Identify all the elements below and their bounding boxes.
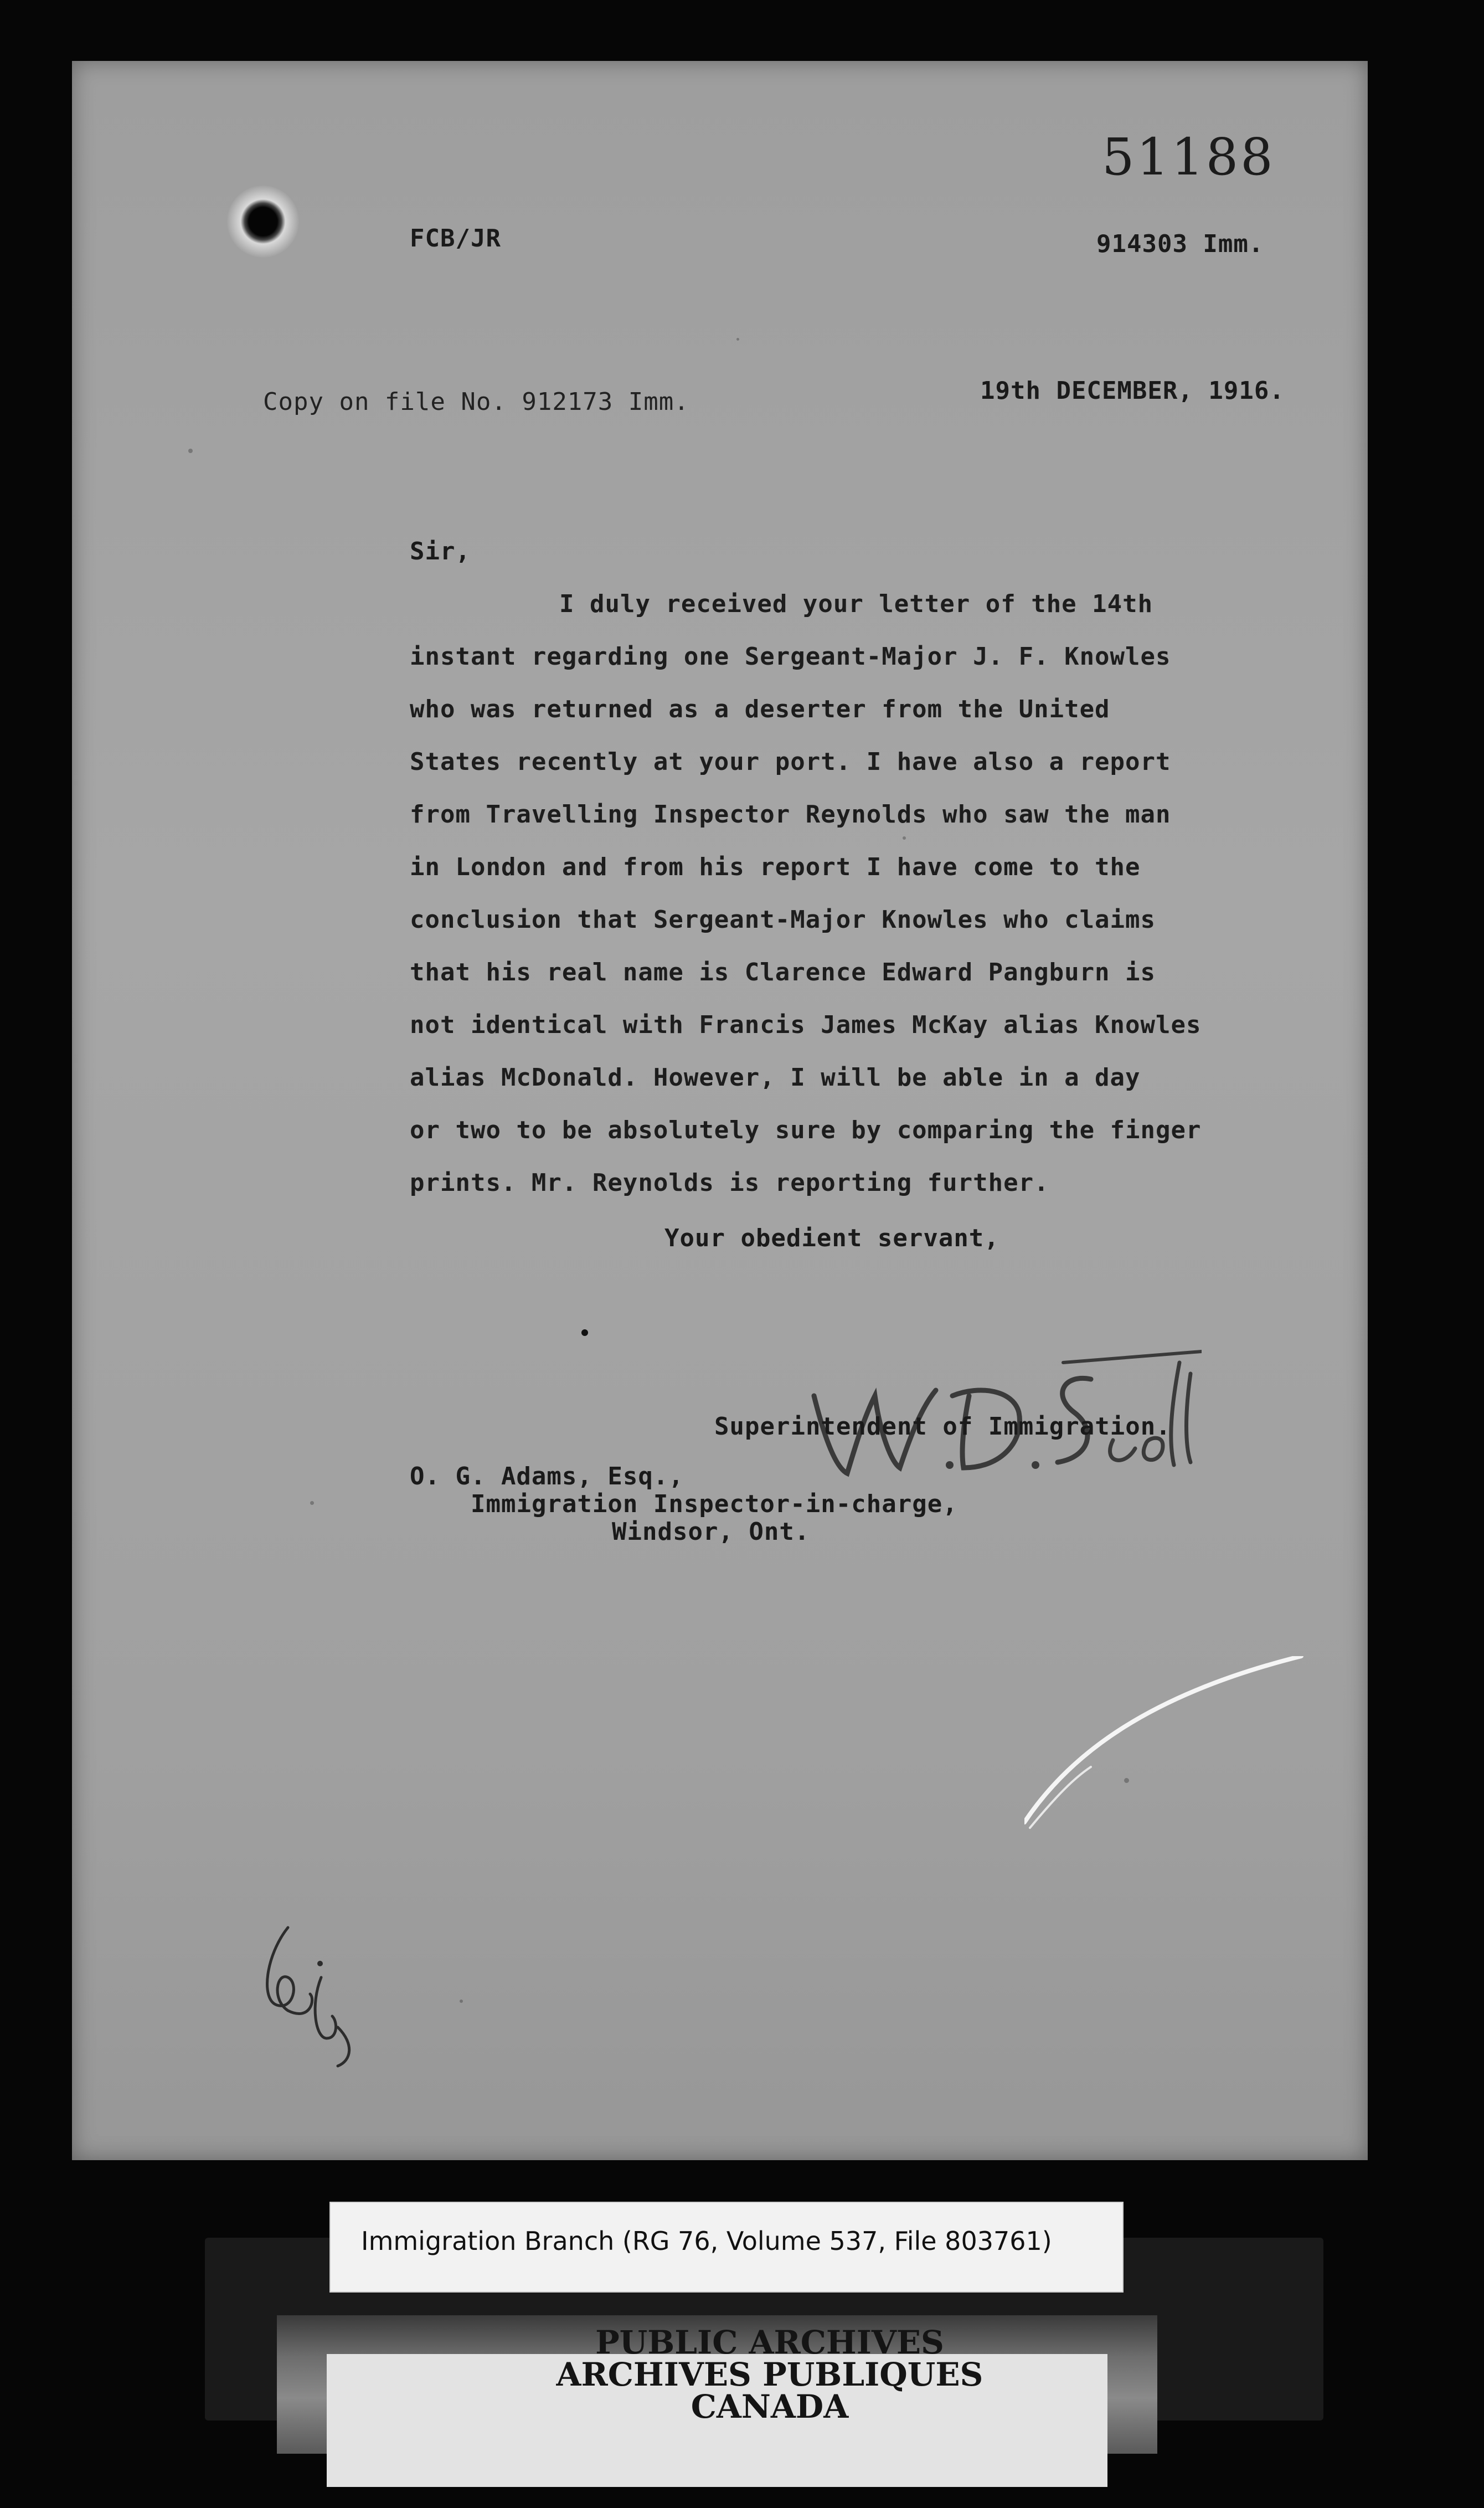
- paper-speck: [581, 1329, 588, 1336]
- archives-stamp: [521, 2326, 1019, 2423]
- body-line: in London and from his report I have come to the: [410, 853, 1141, 881]
- paper-scratch: [1024, 1656, 1312, 1833]
- paper-speck: [903, 836, 906, 840]
- punch-hole: [227, 186, 299, 258]
- stamp-line: PUBLIC ARCHIVES: [595, 2324, 944, 2361]
- copy-note: Copy on file No. 912173 Imm.: [263, 388, 689, 416]
- letter-date: 19th DECEMBER, 1916.: [980, 377, 1285, 405]
- paper-speck: [188, 449, 193, 453]
- archive-number: 51188: [1102, 127, 1275, 187]
- closing: Your obedient servant,: [664, 1224, 999, 1252]
- body-line: conclusion that Sergeant-Major Knowles who claims: [410, 906, 1156, 934]
- stamp-line: ARCHIVES PUBLIQUES: [556, 2356, 983, 2393]
- pencil-mark: [255, 1916, 365, 2072]
- body-line: prints. Mr. Reynolds is reporting further.: [410, 1169, 1049, 1197]
- letter-page: [72, 61, 1368, 2160]
- body-line: alias McDonald. However, I will be able in a day: [410, 1063, 1141, 1092]
- paper-speck: [736, 338, 739, 341]
- file-reference: 914303 Imm.: [1096, 230, 1264, 258]
- body-line: not identical with Francis James McKay alias Knowles: [410, 1011, 1202, 1039]
- stamp-line: CANADA: [691, 2388, 849, 2425]
- signer-title: Superintendent of Immigration.: [714, 1412, 1171, 1441]
- salutation: Sir,: [410, 537, 471, 566]
- paper-speck: [460, 2000, 463, 2003]
- body-line: I duly received your letter of the 14th: [559, 590, 1153, 618]
- body-line: that his real name is Clarence Edward Pangburn is: [410, 958, 1156, 986]
- body-line: who was returned as a deserter from the United: [410, 695, 1110, 723]
- recipient-title: Immigration Inspector-in-charge,: [471, 1490, 958, 1518]
- paper-speck: [310, 1501, 314, 1505]
- recipient-name: O. G. Adams, Esq.,: [410, 1462, 684, 1491]
- body-line: or two to be absolutely sure by comparing the finger: [410, 1116, 1202, 1144]
- recipient-place: Windsor, Ont.: [612, 1518, 810, 1546]
- archive-label: Immigration Branch (RG 76, Volume 537, File 803761): [361, 2226, 1052, 2256]
- archive-label-card: [329, 2202, 1124, 2293]
- initials: FCB/JR: [410, 224, 501, 253]
- body-line: instant regarding one Sergeant-Major J. F. Knowles: [410, 643, 1171, 671]
- body-line: States recently at your port. I have also a report: [410, 748, 1171, 776]
- body-line: from Travelling Inspector Reynolds who saw the man: [410, 800, 1171, 829]
